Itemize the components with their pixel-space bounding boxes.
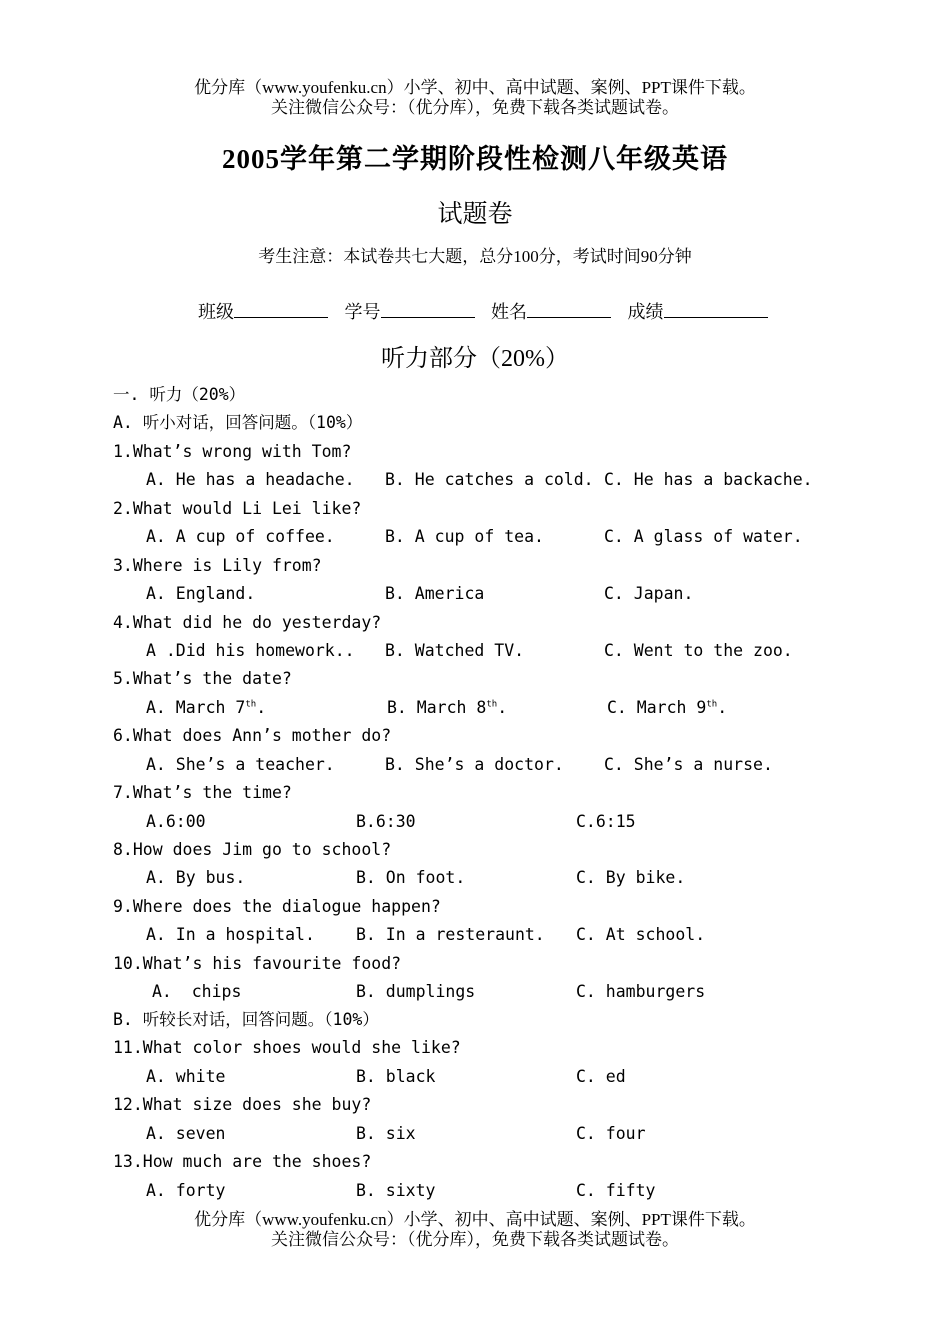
- q11-option-c: C. ed: [576, 1067, 626, 1086]
- q9-option-c: C. At school.: [576, 925, 706, 944]
- q6-option-b: B. She’s a doctor.: [385, 755, 564, 774]
- header-line-2: 关注微信公众号：（优分库），免费下载各类试题试卷。: [271, 98, 679, 117]
- part-a-heading: A. 听小对话，回答问题。（10%）: [113, 413, 363, 432]
- q13-option-b: B. sixty: [356, 1181, 436, 1200]
- q12-option-c: C. four: [576, 1124, 646, 1143]
- q11-option-b: B. black: [356, 1067, 436, 1086]
- number-blank[interactable]: [381, 299, 475, 318]
- q5-option-c: C. March 9th.: [607, 698, 728, 717]
- q3-option-b: B. America: [385, 584, 485, 603]
- exam-notice: 考生注意：本试卷共七大题，总分100分，考试时间90分钟: [258, 247, 692, 266]
- q11-option-a: A. white: [146, 1067, 226, 1086]
- question-3: 3.Where is Lily from?: [113, 556, 322, 575]
- q8-option-c: C. By bike.: [576, 868, 686, 887]
- q4-option-a: A .Did his homework..: [146, 641, 355, 660]
- student-info-fields: [198, 298, 780, 324]
- q10-option-c: C. hamburgers: [576, 982, 706, 1001]
- q8-option-b: B. On foot.: [356, 868, 466, 887]
- q4-option-b: B. Watched TV.: [385, 641, 525, 660]
- q3-option-c: C. Japan.: [604, 584, 694, 603]
- name-label: 姓名: [491, 302, 527, 322]
- q5-option-a: A. March 7th.: [146, 698, 267, 717]
- q13-option-a: A. forty: [146, 1181, 226, 1200]
- q12-option-a: A. seven: [146, 1124, 226, 1143]
- footer-line-1: 优分库（www.youfenku.cn）小学、初中、高中试题、案例、PPT课件下载。: [194, 1210, 756, 1229]
- q12-option-b: B. six: [356, 1124, 416, 1143]
- q2-option-a: A. A cup of coffee.: [146, 527, 335, 546]
- question-5: 5.What’s the date?: [113, 669, 292, 688]
- q6-option-a: A. She’s a teacher.: [146, 755, 335, 774]
- part-b-heading: B. 听较长对话，回答问题。（10%）: [113, 1010, 379, 1029]
- q1-option-b: B. He catches a cold.: [385, 470, 594, 489]
- exam-subtitle: 试题卷: [437, 201, 513, 228]
- question-9: 9.Where does the dialogue happen?: [113, 897, 441, 916]
- q8-option-a: A. By bus.: [146, 868, 246, 887]
- part-heading: 一. 听力（20%）: [113, 385, 246, 404]
- score-label: 成绩: [627, 302, 664, 322]
- q1-option-a: A. He has a headache.: [146, 470, 355, 489]
- question-4: 4.What did he do yesterday?: [113, 613, 382, 632]
- class-blank[interactable]: [234, 299, 328, 318]
- question-6: 6.What does Ann’s mother do?: [113, 726, 392, 745]
- class-label: 班级: [198, 302, 234, 322]
- question-12: 12.What size does she buy?: [113, 1095, 372, 1114]
- q2-option-c: C. A glass of water.: [604, 527, 803, 546]
- score-blank[interactable]: [664, 299, 768, 318]
- q7-option-c: C.6:15: [576, 812, 636, 831]
- q13-option-c: C. fifty: [576, 1181, 656, 1200]
- q3-option-a: A. England.: [146, 584, 256, 603]
- q10-option-a: A. chips: [152, 982, 242, 1001]
- q9-option-a: A. In a hospital.: [146, 925, 315, 944]
- name-blank[interactable]: [527, 299, 611, 318]
- header-line-1: 优分库（www.youfenku.cn）小学、初中、高中试题、案例、PPT课件下载。: [194, 78, 756, 97]
- q2-option-b: B. A cup of tea.: [385, 527, 544, 546]
- q7-option-b: B.6:30: [356, 812, 416, 831]
- section-title: 听力部分（20%）: [381, 346, 569, 372]
- q1-option-c: C. He has a backache.: [604, 470, 813, 489]
- q7-option-a: A.6:00: [146, 812, 206, 831]
- question-7: 7.What’s the time?: [113, 783, 292, 802]
- question-11: 11.What color shoes would she like?: [113, 1038, 461, 1057]
- q9-option-b: B. In a resteraunt.: [356, 925, 545, 944]
- q4-option-c: C. Went to the zoo.: [604, 641, 793, 660]
- exam-title: 2005学年第二学期阶段性检测八年级英语: [222, 144, 728, 174]
- question-8: 8.How does Jim go to school?: [113, 840, 392, 859]
- number-label: 学号: [344, 302, 381, 322]
- q10-option-b: B. dumplings: [356, 982, 476, 1001]
- question-13: 13.How much are the shoes?: [113, 1152, 372, 1171]
- footer-line-2: 关注微信公众号：（优分库），免费下载各类试题试卷。: [271, 1230, 679, 1249]
- question-10: 10.What’s his favourite food?: [113, 954, 402, 973]
- question-1: 1.What’s wrong with Tom?: [113, 442, 352, 461]
- q5-option-b: B. March 8th.: [387, 698, 508, 717]
- q6-option-c: C. She’s a nurse.: [604, 755, 773, 774]
- question-2: 2.What would Li Lei like?: [113, 499, 362, 518]
